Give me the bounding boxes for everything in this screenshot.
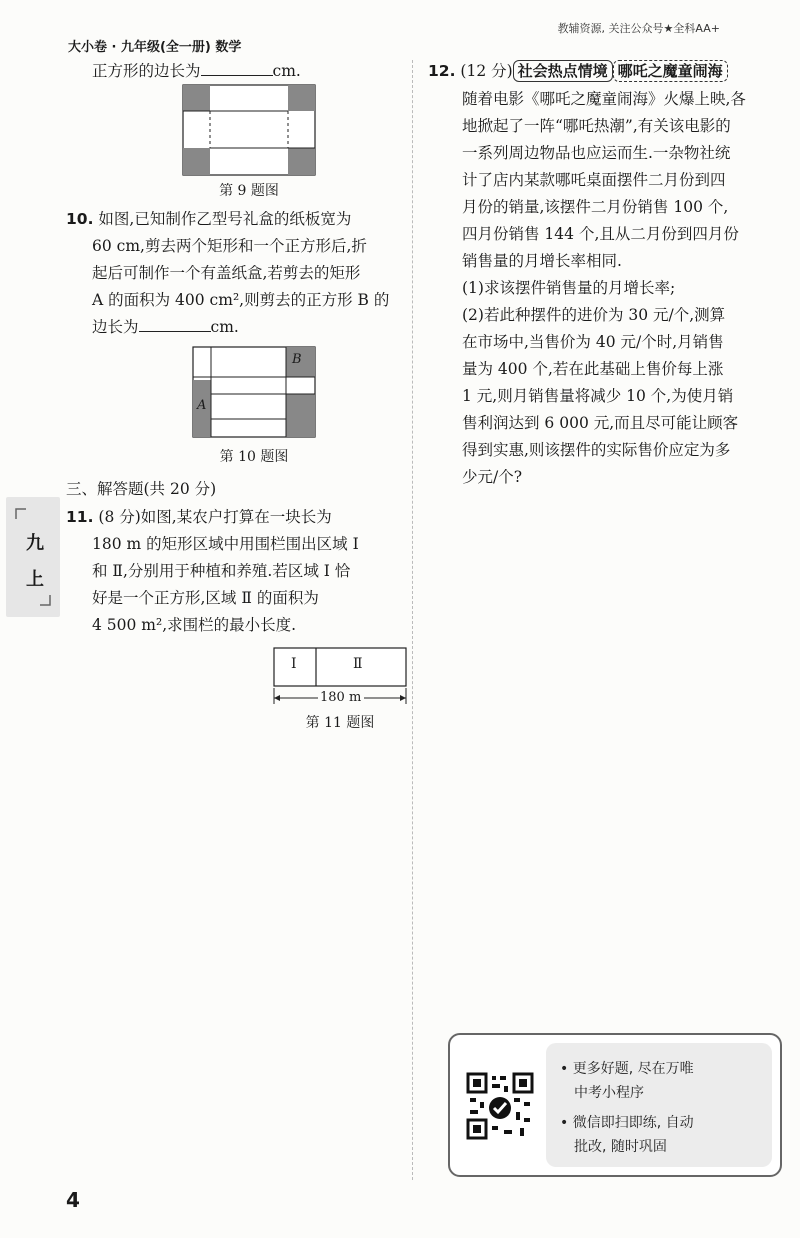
q12-line-7: 四月份销售 144 个,且从二月份到四月份	[462, 225, 739, 243]
q10-line-1	[66, 206, 351, 232]
q12-number: 12.	[428, 62, 456, 80]
promo-line-2: 中考小程序	[574, 1085, 644, 1101]
promo-line-3: • 微信即扫即练, 自动	[560, 1115, 694, 1131]
tab-bracket-icon	[6, 497, 60, 617]
q12-line-5: 计了店内某款哪吒桌面摆件二月份到四	[462, 171, 726, 189]
q11-line-4: 好是一个正方形,区域 Ⅱ 的面积为	[92, 589, 319, 607]
q10-line-4: A 的面积为 400 cm²,则剪去的正方形 B 的	[92, 291, 390, 309]
q12-line-4: 一系列周边物品也应运而生.一杂物社统	[462, 144, 731, 162]
q12-part-1: (1)求该摆件销售量的月增长率;	[462, 279, 676, 297]
section-3-title: 三、解答题(共 20 分)	[66, 480, 217, 498]
q10-line-5	[92, 314, 239, 340]
q9-blank	[201, 59, 273, 76]
region-2-label: Ⅱ	[353, 656, 363, 672]
q12-part-2-line-1: (2)若此种摆件的进价为 30 元/个,测算	[462, 306, 726, 324]
label-a: A	[197, 398, 207, 413]
q9-figure	[182, 84, 316, 176]
q11-line-3: 和 Ⅱ,分别用于种植和养殖.若区域 Ⅰ 恰	[92, 562, 351, 580]
q10-blank	[139, 315, 211, 332]
qr-code-icon[interactable]	[466, 1072, 534, 1140]
q10-caption: 第 10 题图	[219, 449, 289, 465]
q9-unit: cm.	[272, 62, 301, 80]
q11-caption: 第 11 题图	[305, 715, 375, 731]
side-tab	[6, 497, 60, 617]
term-char: 上	[26, 569, 44, 590]
q12-line-6: 月份的销量,该摆件二月份销售 100 个,	[462, 198, 729, 216]
q11-line-5: 4 500 m²,求围栏的最小长度.	[92, 616, 297, 634]
q12-part-2-line-6: 得到实惠,则该摆件的实际售价应定为多	[462, 441, 731, 459]
q12-score: (12 分)	[460, 62, 513, 80]
q12-line-2: 随着电影《哪吒之魔童闹海》火爆上映,各	[462, 90, 746, 108]
q12-part-2-line-3: 量为 400 个,若在此基础上售价每上涨	[462, 360, 724, 378]
page-number: 4	[66, 1188, 80, 1212]
label-b: B	[292, 352, 302, 367]
topic-tag: 哪吒之魔童闹海	[613, 60, 728, 82]
q12-line-3: 地掀起了一阵“哪吒热潮”,有关该电影的	[462, 117, 731, 135]
context-tag: 社会热点情境	[513, 60, 613, 82]
q12-line-8: 销售量的月增长率相同.	[462, 252, 622, 270]
q10-line-2: 60 cm,剪去两个矩形和一个正方形后,折	[92, 237, 367, 255]
q12-line-1	[428, 58, 728, 84]
q10-line-3: 起后可制作一个有盖纸盒,若剪去的矩形	[92, 264, 361, 282]
q9-caption: 第 9 题图	[219, 183, 279, 199]
q10-text-1: 如图,已知制作乙型号礼盒的纸板宽为	[98, 210, 352, 228]
q12-part-2-line-4: 1 元,则月销售量将减少 10 个,为使月销	[462, 387, 734, 405]
length-label: 180 m	[320, 690, 362, 705]
book-title: 大小卷 · 九年级(全一册) 数学	[68, 40, 242, 55]
q11-number: 11.	[66, 508, 94, 526]
q11-line-1	[66, 504, 332, 530]
promo-header: 教辅资源, 关注公众号★全科AA+	[557, 22, 720, 35]
q10-prefix: 边长为	[92, 318, 139, 336]
q12-part-2-line-7: 少元/个?	[462, 468, 523, 486]
promo-line-1: • 更多好题, 尽在万唯	[560, 1061, 694, 1077]
q9-text: 正方形的边长为	[92, 62, 201, 80]
q10-unit: cm.	[210, 318, 239, 336]
q12-part-2-line-5: 售利润达到 6 000 元,而且尽可能让顾客	[462, 414, 739, 432]
q11-line-2: 180 m 的矩形区域中用围栏围出区域 Ⅰ	[92, 535, 359, 553]
region-1-label: Ⅰ	[291, 656, 297, 672]
promo-line-4: 批改, 随时巩固	[574, 1139, 667, 1155]
grade-char: 九	[26, 533, 44, 554]
q9-line	[92, 58, 301, 84]
q10-number: 10.	[66, 210, 94, 228]
q12-part-2-line-2: 在市场中,当售价为 40 元/个时,月销售	[462, 333, 724, 351]
q11-text-1: (8 分)如图,某农户打算在一块长为	[98, 508, 332, 526]
column-divider	[412, 60, 413, 1180]
